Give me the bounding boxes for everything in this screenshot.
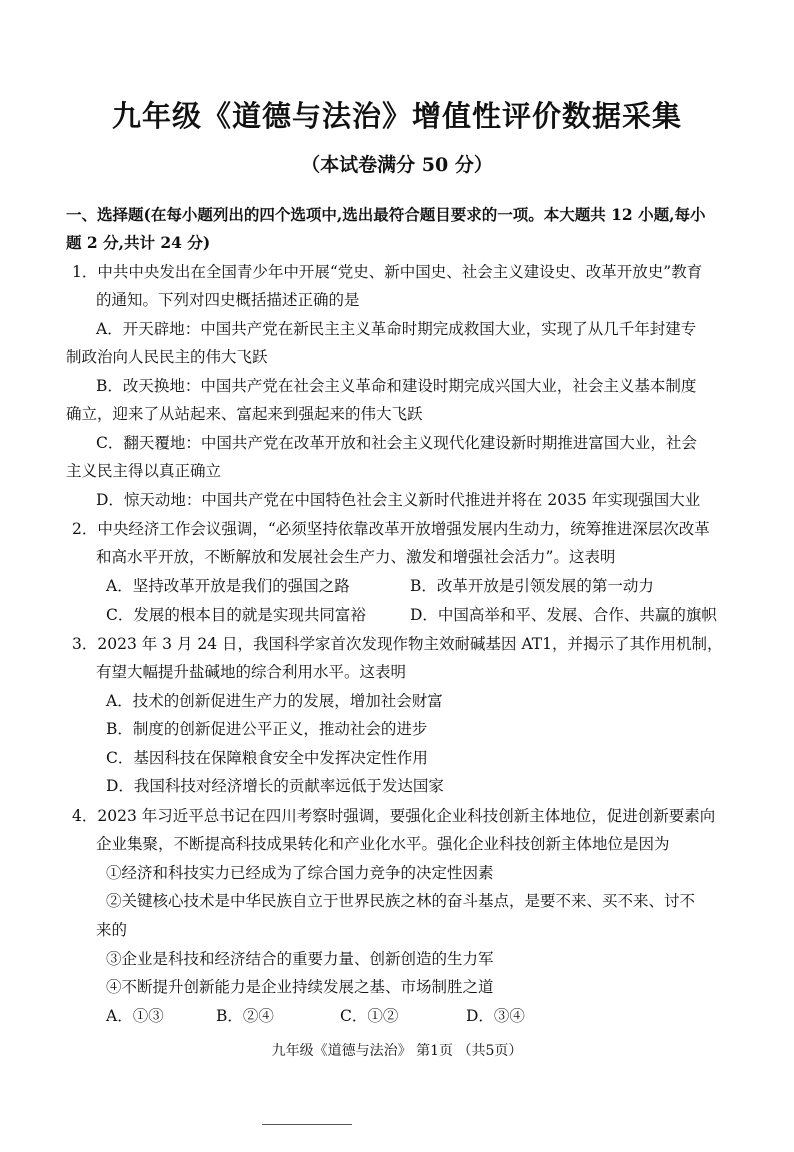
q2-option-a: A．坚持改革开放是我们的强国之路	[106, 577, 350, 595]
page-footer: 九年级《道德与法治》 第1页 （共5页）	[271, 1043, 523, 1059]
q3-option-c: C．基因科技在保障粮食安全中发挥决定性作用	[106, 749, 428, 767]
q1-option-a-line2: 制政治向人民民主的伟大飞跃	[66, 348, 268, 366]
q1-option-c-line1: C．翻天覆地：中国共产党在改革开放和社会主义现代化建设新时期推进富国大业，社会	[96, 434, 697, 452]
q4-option-d: D．③④	[466, 1007, 525, 1025]
q1-stem-line1: 1．中共中央发出在全国青少年中开展“党史、新中国史、社会主义建设史、改革开放史”教育	[72, 263, 703, 281]
q4-option-c: C．①②	[340, 1007, 399, 1025]
q2-option-c: C．发展的根本目的就是实现共同富裕	[106, 606, 366, 624]
q1-option-c-line2: 主义民主得以真正确立	[66, 462, 222, 480]
q4-item-2-line2: 来的	[96, 921, 128, 939]
q1-option-b-line2: 确立，迎来了从站起来、富起来到强起来的伟大飞跃	[66, 405, 423, 423]
q2-option-b: B．改革开放是引领发展的第一动力	[410, 577, 654, 595]
q1-option-b-line1: B．改天换地：中国共产党在社会主义革命和建设时期完成兴国大业，社会主义基本制度	[96, 377, 697, 395]
q2-option-d: D．中国高举和平、发展、合作、共赢的旗帜	[410, 606, 717, 624]
q3-option-b: B．制度的创新促进公平正义，推动社会的进步	[106, 720, 428, 738]
q1-option-a-line1: A．开天辟地：中国共产党在新民主主义革命时期完成救国大业，实现了从几千年封建专	[96, 320, 697, 338]
q2-stem-line2: 和高水平开放，不断解放和发展社会生产力、激发和增强社会活力”。这表明	[96, 548, 616, 566]
q4-option-b: B．②④	[216, 1007, 274, 1025]
page-title: 九年级《道德与法治》增值性评价数据采集	[111, 99, 682, 133]
q4-item-4: ④不断提升创新能力是企业持续发展之基、市场制胜之道	[106, 978, 494, 996]
q1-stem-line2: 的通知。下列对四史概括描述正确的是	[96, 291, 360, 309]
q4-item-1: ①经济和科技实力已经成为了综合国力竞争的决定性因素	[106, 864, 494, 882]
q1-option-d-line1: D．惊天动地：中国共产党在中国特色社会主义新时代推进并将在 2035 年实现强国大业	[96, 491, 701, 509]
page-subtitle: （本试卷满分 50 分）	[301, 154, 493, 176]
q4-option-a: A．①③	[106, 1007, 164, 1025]
q2-stem-line1: 2．中央经济工作会议强调，“必须坚持依靠改革开放增强发展内生动力，统筹推进深层次改革	[72, 520, 710, 538]
q3-option-d: D．我国科技对经济增长的贡献率远低于发达国家	[106, 777, 444, 795]
q3-option-a: A．技术的创新促进生产力的发展，增加社会财富	[106, 692, 443, 710]
q3-stem-line1: 3．2023 年 3 月 24 日，我国科学家首次发现作物主效耐碱基因 AT1，并揭示了其作用机制，	[72, 635, 723, 653]
q4-item-2-line1: ②关键核心技术是中华民族自立于世界民族之林的奋斗基点，是要不来、买不来、讨不	[106, 892, 696, 910]
q4-item-3: ③企业是科技和经济结合的重要力量、创新创造的生力军	[106, 950, 494, 968]
q3-stem-line2: 有望大幅提升盐碱地的综合利用水平。这表明	[96, 663, 407, 681]
section-heading-line1: 一、选择题(在每小题列出的四个选项中,选出最符合题目要求的一项。本大题共 12 小题,每小	[66, 205, 706, 224]
q4-stem-line1: 4．2023 年习近平总书记在四川考察时强调，要强化企业科技创新主体地位，促进创新要素向	[72, 807, 716, 825]
footer-divider	[262, 1124, 352, 1125]
section-heading-line2: 题 2 分,共计 24 分)	[66, 233, 211, 252]
q4-stem-line2: 企业集聚，不断提高科技成果转化和产业化水平。强化企业科技创新主体地位是因为	[96, 835, 670, 853]
